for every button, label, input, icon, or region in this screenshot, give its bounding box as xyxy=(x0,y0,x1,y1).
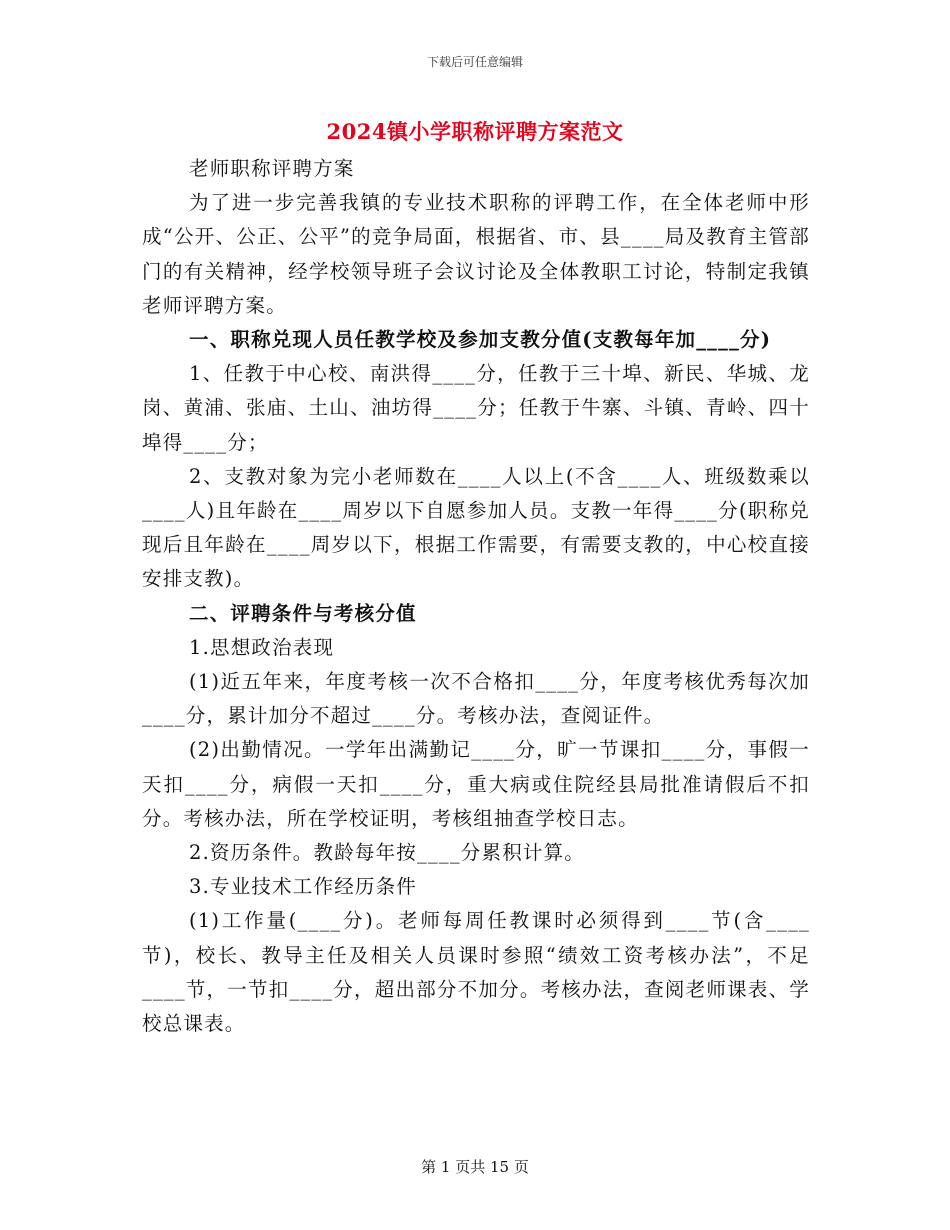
subheading-work-experience: 3.专业技术工作经历条件 xyxy=(189,875,418,899)
section-heading-1: 一、职称兑现人员任教学校及参加支教分值(支教每年加____分) xyxy=(189,328,772,352)
paragraph-item-1: 1、任教于中心校、南洪得____分，任教于三十埠、新民、华城、龙岗、黄浦、张庙、土山、油坊得____分；任教于牛寨、斗镇、青岭、四十埠得____分； xyxy=(142,362,810,454)
paragraph-intro: 为了进一步完善我镇的专业技术职称的评聘工作，在全体老师中形成“公开、公正、公平”的竞争局面，根据省、市、县____局及教育主管部门的有关精神，经学校领导班子会议讨论及全体教职工讨论，特制定我镇老师评聘方案。 xyxy=(142,191,810,317)
paragraph-item-2: 2、支教对象为完小老师数在____人以上(不含____人、班级数乘以____人)且年龄在____周岁以下自愿参加人员。支教一年得____分(职称兑现后且年龄在____周岁以下，根据工作需要，有需要支教的，中心校直接安排支教)。 xyxy=(142,464,810,591)
section-heading-2: 二、评聘条件与考核分值 xyxy=(189,601,417,625)
subheading-political: 1.思想政治表现 xyxy=(189,635,335,659)
page-footer-number: 第 1 页共 15 页 xyxy=(421,1158,529,1176)
page-header-note: 下载后可任意编辑 xyxy=(426,55,523,69)
paragraph-attendance: (2)出勤情况。一学年出满勤记____分，旷一节课扣____分，事假一天扣____分，病假一天扣____分，重大病或住院经县局批准请假后不扣分。考核办法，所在学校证明，考核组抽查学校日志。 xyxy=(142,738,810,830)
paragraph-qualification: 2.资历条件。教龄每年按____分累积计算。 xyxy=(189,841,586,865)
paragraph-subtitle: 老师职称评聘方案 xyxy=(189,157,355,180)
document-body xyxy=(142,152,810,1041)
paragraph-workload: (1)工作量(____分)。老师每周任教课时必须得到____节(含____节)，校长、教导主任及相关人员课时参照“绩效工资考核办法”，不足____节，一节扣____分，超出部分不加分。考核办法，查阅老师课表、学校总课表。 xyxy=(142,909,810,1036)
document-title: 2024镇小学职称评聘方案范文 xyxy=(326,119,624,144)
paragraph-political-1: (1)近五年来，年度考核一次不合格扣____分，年度考核优秀每次加____分，累计加分不超过____分。考核办法，查阅证件。 xyxy=(142,670,810,728)
